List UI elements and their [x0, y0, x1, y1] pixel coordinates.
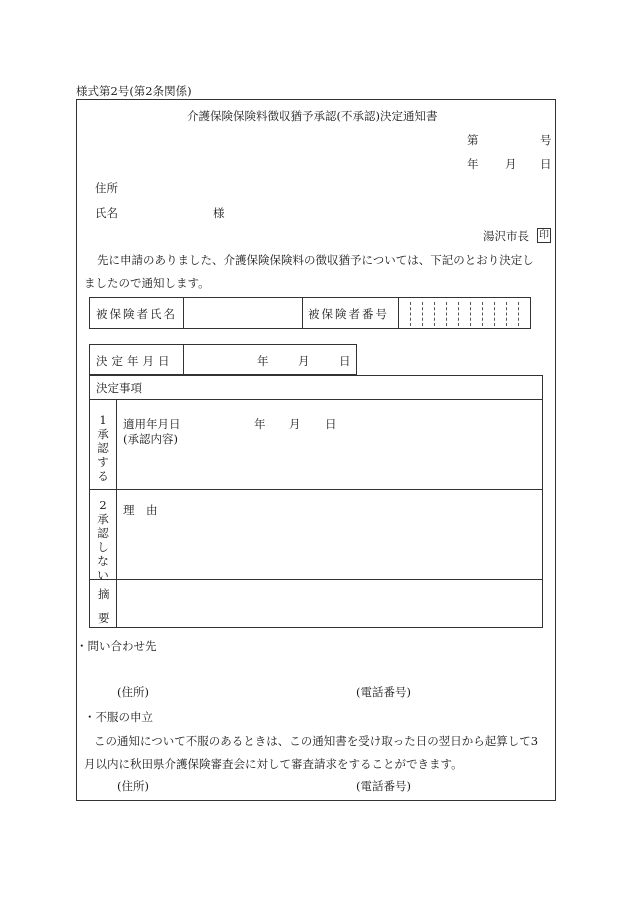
appeal-text-line-2: 月以内に秋田県介護保険審査会に対して審査請求をすることができます。: [84, 757, 463, 771]
insured-name-value[interactable]: [186, 300, 298, 326]
approve-content-label: (承認内容): [123, 432, 178, 446]
number-dai: 第: [467, 133, 479, 147]
approve-date-label: 適用年月日: [123, 417, 181, 431]
name-label: 氏名: [95, 206, 118, 220]
document-title: 介護保険保険料徴収猶予承認(不承認)決定通知書: [187, 109, 438, 123]
issuer-label: 湯沢市長: [483, 229, 529, 243]
contact-address-label: (住所): [117, 685, 149, 699]
decision-date-tsuki: 月: [298, 354, 310, 368]
remarks-label-1: 摘: [98, 587, 110, 601]
date-nen: 年: [467, 157, 479, 171]
form-number: 様式第2号(第2条関係): [76, 84, 192, 98]
sama-label: 様: [213, 206, 225, 220]
approve-date-nen: 年: [254, 417, 266, 431]
body-text-line-2: ましたので通知します。: [84, 276, 210, 290]
reject-label: 2承認しない: [97, 498, 109, 582]
appeal-text-line-1: この通知について不服のあるときは、この通知書を受け取った日の翌日から起算して3: [94, 734, 539, 748]
appeal-heading: ・不服の申立: [84, 710, 153, 724]
approve-date-hi: 日: [325, 417, 337, 431]
insured-name-label: 被保険者氏名: [96, 307, 177, 321]
insured-number-label: 被保険者番号: [308, 307, 389, 321]
decision-date-label: 決定年月日: [96, 354, 174, 368]
contact-heading: ・問い合わせ先: [76, 639, 157, 653]
number-go: 号: [540, 133, 552, 147]
remarks-label-2: 要: [98, 611, 110, 625]
date-tsuki: 月: [505, 157, 517, 171]
decision-items-header: 決定事項: [96, 381, 142, 395]
decision-date-nen: 年: [257, 354, 269, 368]
date-hi: 日: [540, 157, 552, 171]
approve-label: 1承認する: [97, 413, 109, 483]
body-text-line-1: 先に申請のありました、介護保険保険料の徴収猶予については、下記のとおり決定し: [97, 253, 534, 267]
contact-phone-label: (電話番号): [356, 685, 411, 699]
approve-date-tsuki: 月: [289, 417, 301, 431]
reason-label: 理 由: [123, 503, 158, 517]
decision-date-hi: 日: [339, 354, 351, 368]
appeal-phone-label: (電話番号): [356, 779, 411, 793]
address-label: 住所: [95, 181, 118, 195]
appeal-address-label: (住所): [117, 779, 149, 793]
seal-mark: 印: [539, 230, 549, 241]
